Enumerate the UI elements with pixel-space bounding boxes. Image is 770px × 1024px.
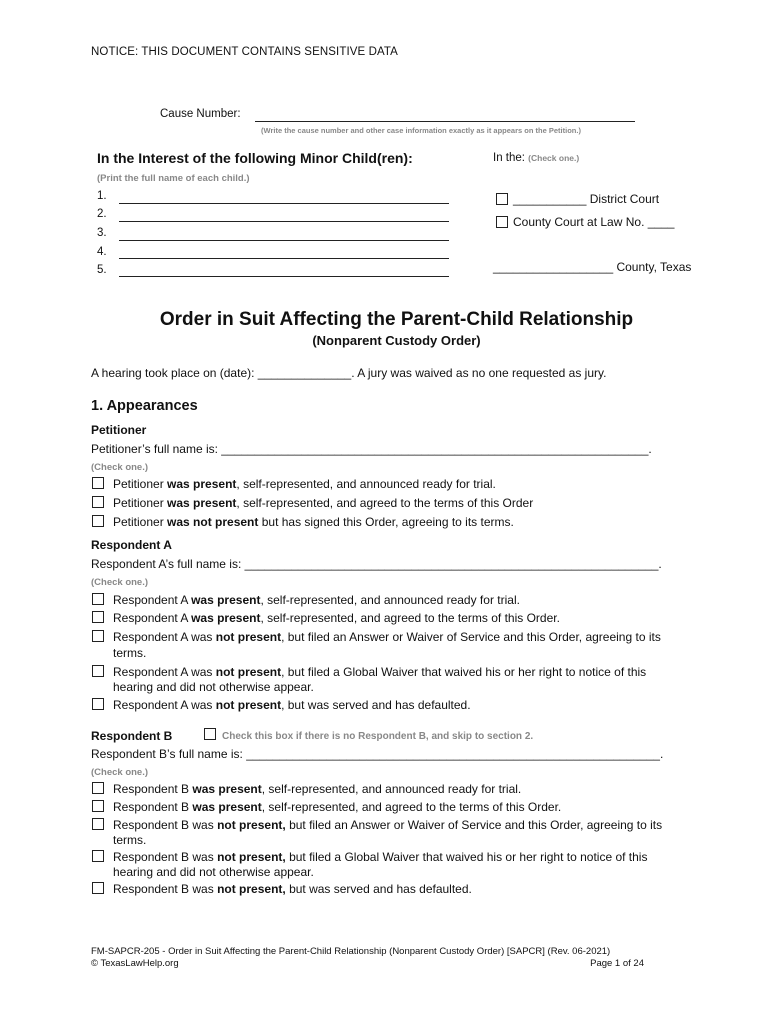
sensitive-data-notice: NOTICE: THIS DOCUMENT CONTAINS SENSITIVE DATA	[91, 46, 398, 58]
respondent-a-name-line[interactable]: Respondent A’s full name is: ______________________________________________________________.	[91, 557, 662, 571]
court-label	[493, 152, 579, 164]
child-number: 2.	[97, 208, 107, 220]
respondent-b-name-line[interactable]: Respondent B’s full name is: ______________________________________________________________.	[91, 747, 664, 761]
respondent-a-option-4-cont: hearing and did not otherwise appear.	[113, 680, 314, 694]
hearing-date-line: A hearing took place on (date): ______________. A jury was waived as no one requested as jury.	[91, 366, 607, 380]
page-number: Page 1 of 24	[590, 958, 644, 969]
respondent-a-check-hint: (Check one.)	[91, 577, 149, 588]
child-name-field-3[interactable]	[119, 240, 449, 241]
cause-number-hint: (Write the cause number and other case information exactly as it appears on the Petition.)	[261, 126, 581, 135]
cause-number-field[interactable]	[255, 121, 635, 122]
petitioner-option-2: Petitioner was present, self-represented, and agreed to the terms of this Order	[113, 496, 534, 510]
respondent-a-option-3: Respondent A was not present, but filed an Answer or Waiver of Service and this Order, agreeing to its	[113, 630, 661, 644]
district-court-label: ___________ District Court	[513, 192, 660, 206]
child-name-field-2[interactable]	[119, 221, 449, 222]
respondent-a-option-1: Respondent A was present, self-represented, and announced ready for trial.	[113, 593, 520, 607]
respondent-a-option-checkbox-4[interactable]	[92, 665, 104, 677]
respondent-a-option-checkbox-2[interactable]	[92, 611, 104, 623]
petitioner-name-line[interactable]: Petitioner’s full name is: ________________________________________________________________.	[91, 442, 652, 456]
petitioner-option-checkbox-2[interactable]	[92, 496, 104, 508]
child-name-field-4[interactable]	[119, 258, 449, 259]
petitioner-heading: Petitioner	[91, 423, 147, 437]
copyright-notice: © TexasLawHelp.org	[91, 958, 179, 969]
child-name-field-1[interactable]	[119, 203, 449, 204]
respondent-a-option-checkbox-5[interactable]	[92, 698, 104, 710]
no-respondent-b-hint: Check this box if there is no Respondent B, and skip to section 2.	[222, 731, 534, 742]
child-name-field-5[interactable]	[119, 276, 449, 277]
respondent-a-option-4: Respondent A was not present, but filed a Global Waiver that waived his or her right to notice of this	[113, 665, 647, 679]
child-number: 3.	[97, 227, 107, 239]
form-identifier: FM-SAPCR-205 - Order in Suit Affecting the Parent-Child Relationship (Nonparent Custody Order) [SAPCR] (Rev. 06-2021)	[91, 946, 611, 957]
petitioner-check-hint: (Check one.)	[91, 462, 149, 473]
child-number: 4.	[97, 246, 107, 258]
respondent-b-option-5: Respondent B was not present, but was served and has defaulted.	[113, 882, 472, 896]
respondent-a-option-2: Respondent A was present, self-represented, and agreed to the terms of this Order.	[113, 611, 560, 625]
respondent-b-option-checkbox-1[interactable]	[92, 782, 104, 794]
respondent-a-option-checkbox-1[interactable]	[92, 593, 104, 605]
respondent-b-option-1: Respondent B was present, self-represented, and announced ready for trial.	[113, 782, 522, 796]
respondent-b-option-checkbox-3[interactable]	[92, 818, 104, 830]
respondent-b-option-4-cont: hearing and did not otherwise appear.	[113, 865, 314, 879]
respondent-a-option-5: Respondent A was not present, but was served and has defaulted.	[113, 698, 471, 712]
county-texas-label: __________________ County, Texas	[493, 260, 692, 274]
petitioner-option-3: Petitioner was not present but has signed this Order, agreeing to its terms.	[113, 515, 514, 529]
respondent-b-option-checkbox-4[interactable]	[92, 850, 104, 862]
respondent-b-option-4: Respondent B was not present, but filed a Global Waiver that waived his or her right to notice of this	[113, 850, 648, 864]
cause-number-label: Cause Number:	[160, 108, 241, 120]
respondent-b-option-checkbox-2[interactable]	[92, 800, 104, 812]
respondent-a-option-checkbox-3[interactable]	[92, 630, 104, 642]
section-1-heading: 1. Appearances	[91, 398, 198, 414]
district-court-checkbox[interactable]	[496, 193, 508, 205]
no-respondent-b-checkbox[interactable]	[204, 728, 216, 740]
in-the-label: In the:	[493, 152, 525, 164]
court-check-hint: (Check one.)	[528, 153, 580, 163]
respondent-a-option-3-cont: terms.	[113, 646, 147, 660]
county-court-label: County Court at Law No. ____	[513, 215, 675, 229]
respondent-b-option-3: Respondent B was not present, but filed an Answer or Waiver of Service and this Order, agreeing to its	[113, 818, 663, 832]
children-hint: (Print the full name of each child.)	[97, 173, 250, 184]
respondent-a-heading: Respondent A	[91, 538, 172, 552]
petitioner-option-checkbox-1[interactable]	[92, 477, 104, 489]
respondent-b-option-3-cont: terms.	[113, 833, 147, 847]
respondent-b-check-hint: (Check one.)	[91, 767, 149, 778]
respondent-b-heading: Respondent B	[91, 729, 173, 743]
petitioner-option-1: Petitioner was present, self-represented, and announced ready for trial.	[113, 477, 496, 491]
document-subtitle: (Nonparent Custody Order)	[312, 333, 481, 348]
document-title: Order in Suit Affecting the Parent-Child Relationship	[159, 309, 634, 330]
petitioner-option-checkbox-3[interactable]	[92, 515, 104, 527]
children-heading: In the Interest of the following Minor Child(ren):	[97, 150, 413, 166]
child-number: 1.	[97, 190, 107, 202]
child-number: 5.	[97, 264, 107, 276]
respondent-b-option-2: Respondent B was present, self-represented, and agreed to the terms of this Order.	[113, 800, 562, 814]
county-court-checkbox[interactable]	[496, 216, 508, 228]
respondent-b-option-checkbox-5[interactable]	[92, 882, 104, 894]
